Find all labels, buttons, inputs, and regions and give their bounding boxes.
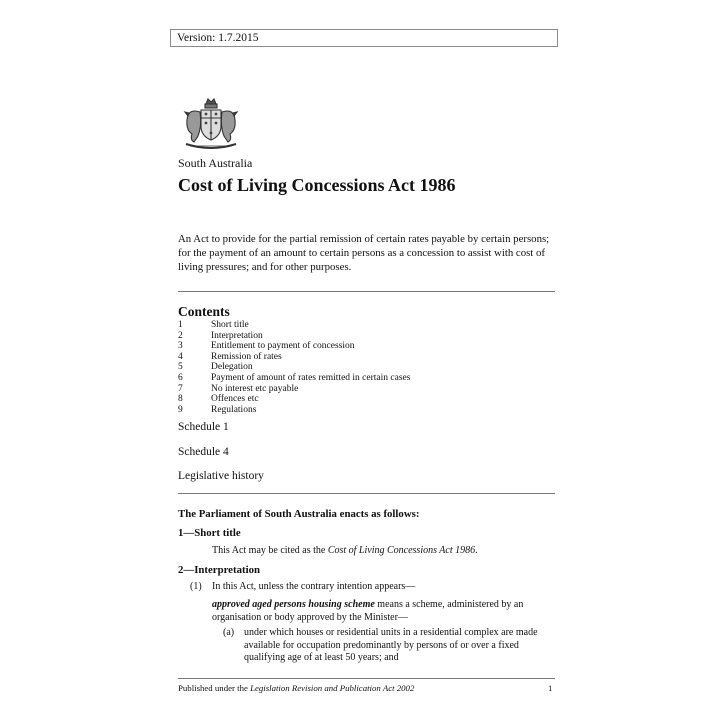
contents-item-title: No interest etc payable <box>211 383 299 394</box>
contents-item[interactable] <box>178 405 410 416</box>
footer-publication <box>178 683 414 693</box>
contents-item-number: 5 <box>178 362 183 373</box>
footer-prefix: Published under the <box>178 683 251 693</box>
contents-item-number: 4 <box>178 351 183 362</box>
contents-item-title: Offences etc <box>211 394 259 405</box>
contents-heading: Contents <box>178 304 230 319</box>
contents-item-title: Regulations <box>211 404 257 415</box>
contents-item[interactable] <box>178 352 410 363</box>
jurisdiction: South Australia <box>178 156 253 170</box>
contents-item-number: 8 <box>178 394 183 405</box>
long-title: An Act to provide for the partial remission of certain rates payable by certain persons; for the payment of an amount to certain persons as a concession to assist with cost of living pressures; and for other purposes. <box>178 233 550 273</box>
paragraph-label: (a) <box>223 627 235 638</box>
contents-item-number: 3 <box>178 341 183 352</box>
contents-item[interactable] <box>178 331 410 342</box>
contents-item-number: 9 <box>178 404 183 415</box>
contents-item-title: Short title <box>211 320 249 330</box>
footer-divider <box>178 678 555 679</box>
contents-item[interactable] <box>178 373 410 384</box>
contents-list <box>178 320 410 415</box>
enacting-words: The Parliament of South Australia enacts as follows: <box>178 508 420 520</box>
contents-item-number: 6 <box>178 372 183 383</box>
section-1-text-end: . <box>475 545 478 556</box>
contents-item-title: Payment of amount of rates remitted in certain cases <box>211 372 411 383</box>
section-1-heading: 1—Short title <box>178 527 241 539</box>
contents-item[interactable] <box>178 341 410 352</box>
contents-item-title: Entitlement to payment of concession <box>211 341 355 352</box>
section-2-heading: 2—Interpretation <box>178 564 260 576</box>
contents-item-title: Remission of rates <box>211 351 282 362</box>
definition-term: approved aged persons housing scheme <box>212 599 375 610</box>
contents-item-number: 1 <box>178 320 183 330</box>
page-number: 1 <box>548 683 553 693</box>
footer-act-name: Legislation Revision and Publication Act 2002 <box>250 683 415 693</box>
section-1-text <box>212 545 478 558</box>
divider <box>178 291 555 292</box>
contents-legislative-history[interactable]: Legislative history <box>178 470 264 482</box>
subsection-text: In this Act, unless the contrary intention appears— <box>212 581 416 592</box>
subsection-label: (1) <box>190 581 202 592</box>
contents-schedule-1[interactable]: Schedule 1 <box>178 421 229 433</box>
contents-item-title: Interpretation <box>211 330 263 341</box>
contents-item-title: Delegation <box>211 362 253 373</box>
contents-item[interactable] <box>178 320 410 331</box>
version-label: Version: 1.7.2015 <box>177 32 259 44</box>
definition <box>212 599 542 624</box>
coat-of-arms-icon <box>180 96 242 154</box>
version-box <box>170 29 558 47</box>
contents-item-number: 2 <box>178 330 183 341</box>
page-title: Cost of Living Concessions Act 1986 <box>178 175 456 195</box>
divider <box>178 493 555 494</box>
contents-item[interactable] <box>178 394 410 405</box>
section-1-text-lead: This Act may be cited as the <box>212 545 328 556</box>
contents-item[interactable] <box>178 384 410 395</box>
contents-item-number: 7 <box>178 383 183 394</box>
definition-text: means a scheme, administered by an organisation or body approved by the Minister— <box>212 599 524 623</box>
section-1-act-name: Cost of Living Concessions Act 1986 <box>327 545 476 556</box>
contents-schedule-4[interactable]: Schedule 4 <box>178 446 229 458</box>
paragraph-text: under which houses or residential units in a residential complex are made available for occupation predominantly by persons of or over a fixed qualifying age of at least 50 years; and <box>244 627 538 664</box>
contents-item[interactable] <box>178 362 410 373</box>
